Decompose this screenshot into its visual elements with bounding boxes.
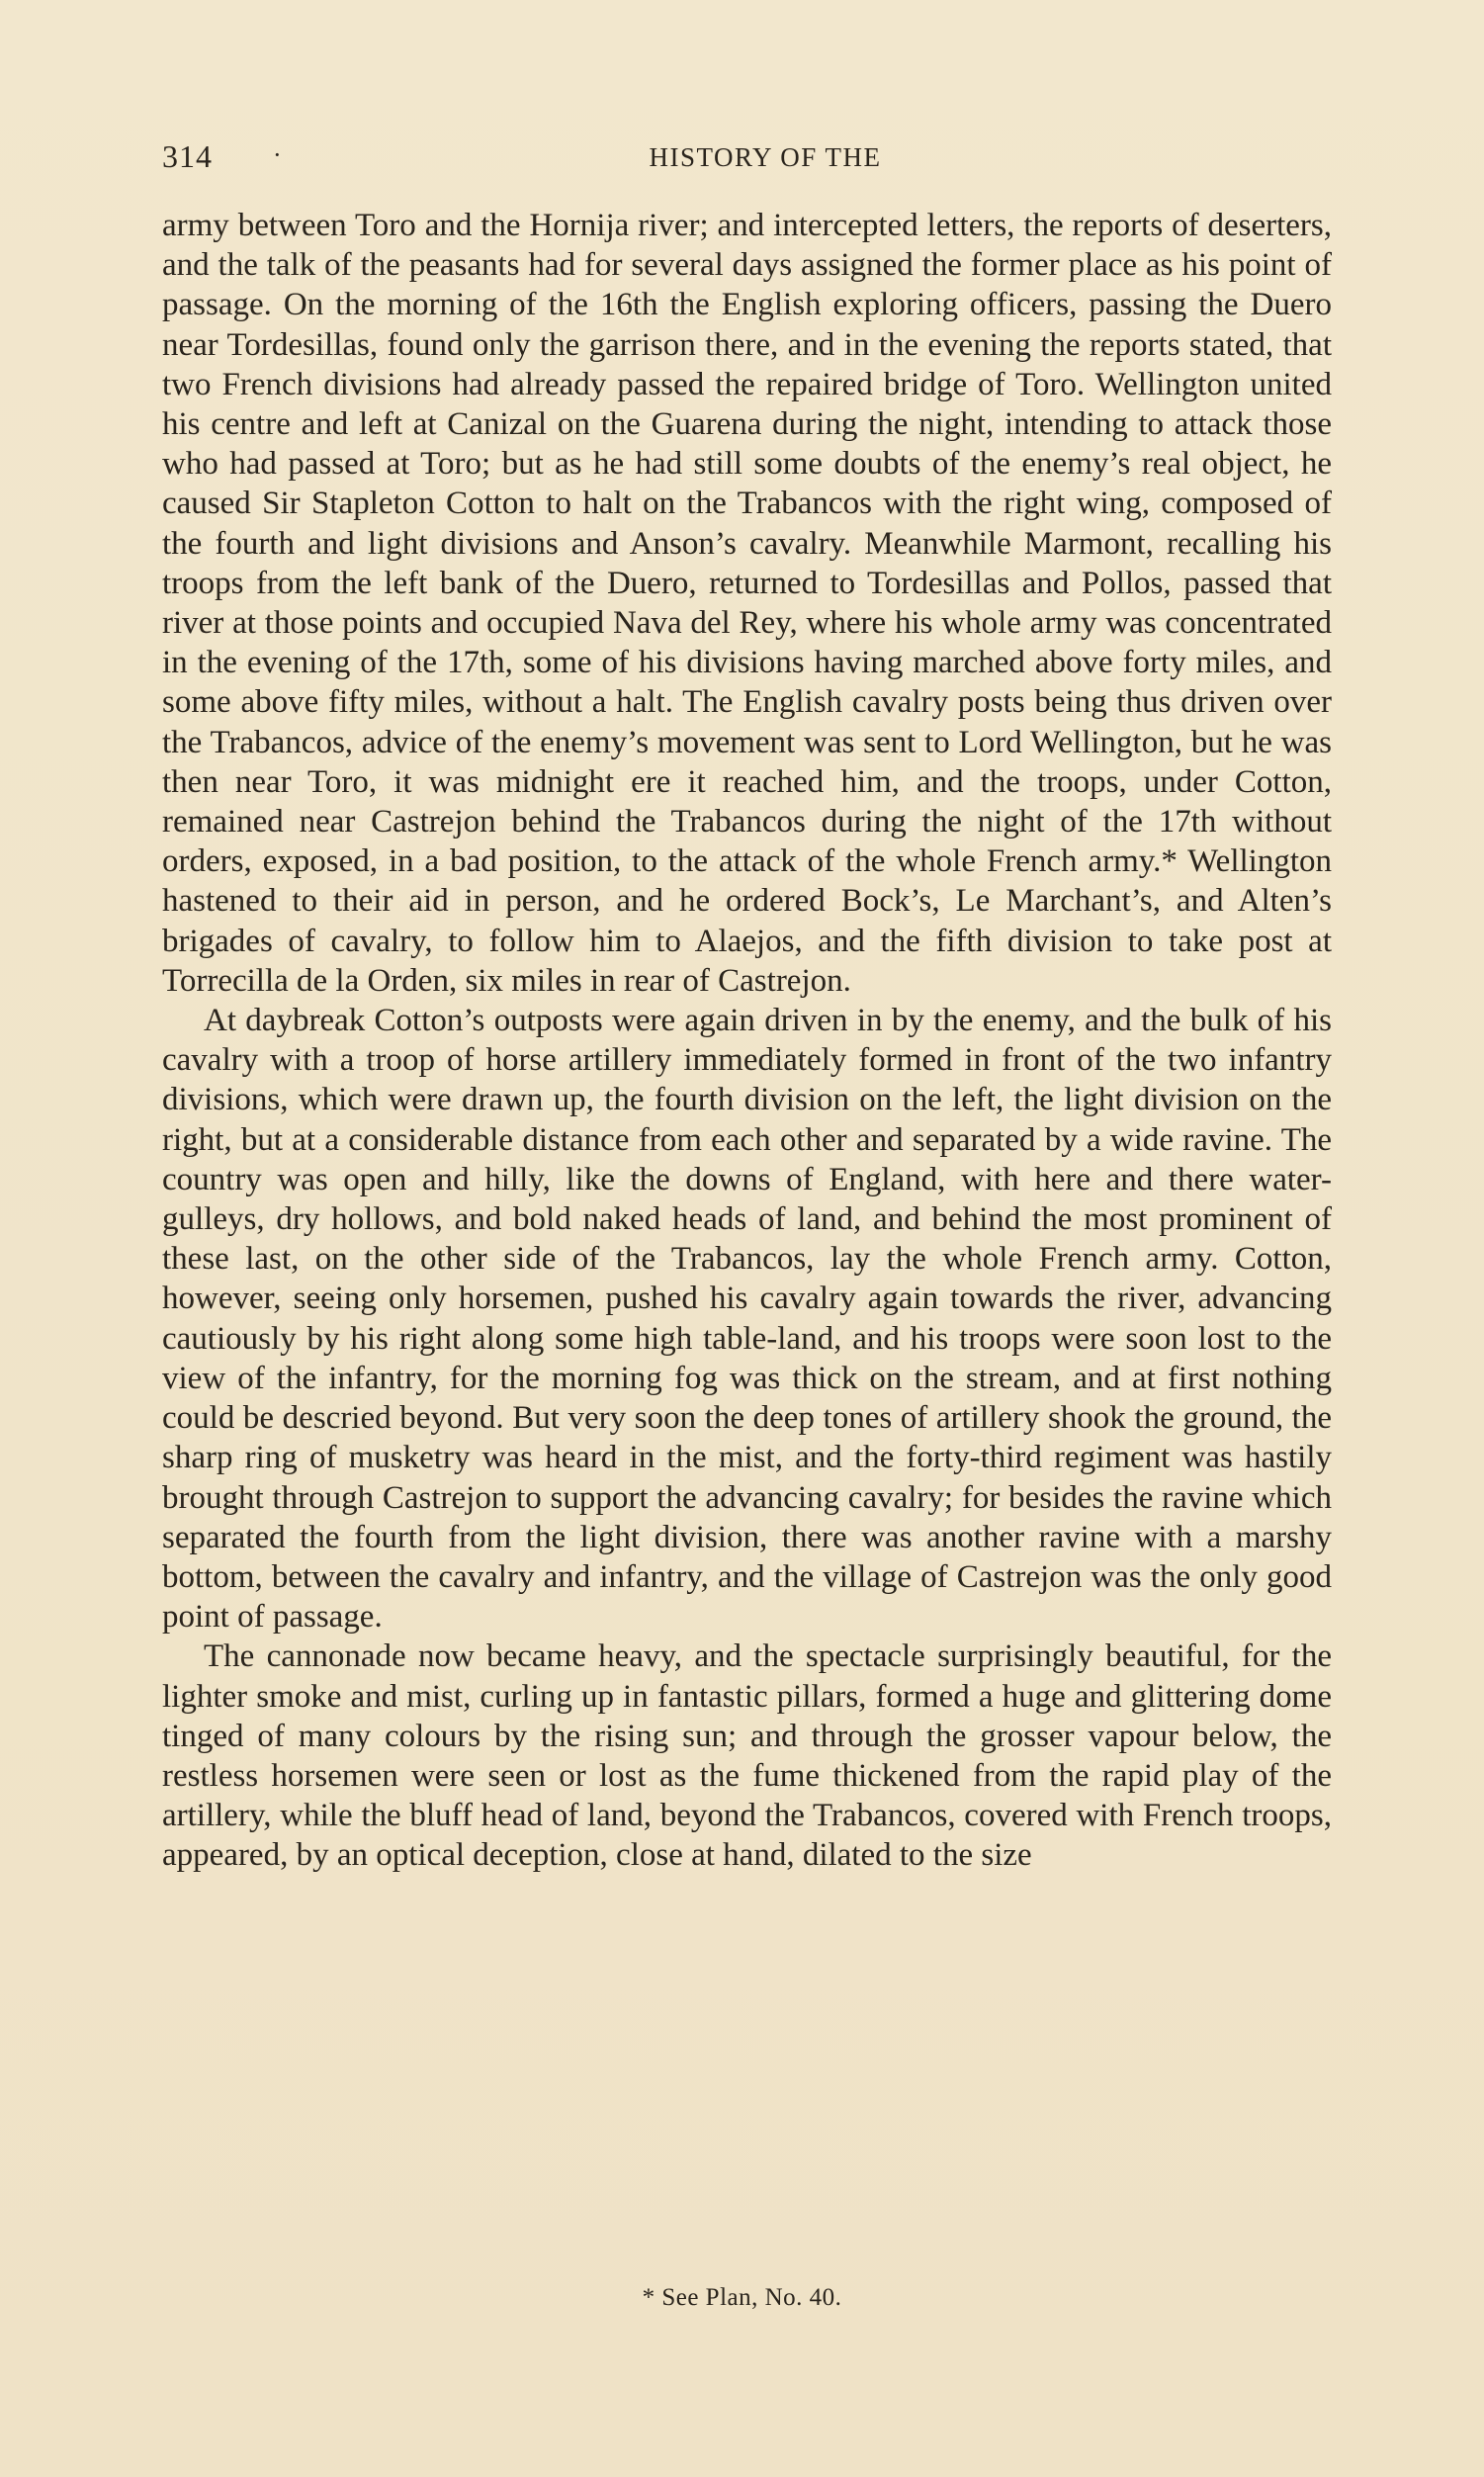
header-separator: ·: [273, 140, 282, 169]
running-head: HISTORY OF THE: [649, 142, 882, 172]
paragraph-3: The cannonade now became heavy, and the spectacle surprisingly beautiful, for the lighter smoke and mist, curling up in fantastic pillars, formed a huge and glittering dome tinged of many colours by the rising sun; and through the grosser vapour below, the restless horsemen were seen or lost as the fume thickened from the rapid play of the artillery, while the bluff head of land, beyond the Trabancos, covered with French troops, appeared, by an optical deception, close at hand, dilated to the size: [162, 1638, 1332, 1874]
page-header: [162, 138, 1329, 178]
page-number: 314: [162, 138, 213, 174]
paragraph-2: At daybreak Cotton’s outposts were again driven in by the enemy, and the bulk of his cavalry with a troop of horse artillery immediately formed in front of the two infantry divisions, which were drawn up, the fourth division on the left, the light division on the right, but at a considerable distance from each other and separated by a wide ravine. The country was open and hilly, like the downs of England, with here and there water-gulleys, dry hollows, and bold naked heads of land, and behind the most prominent of these last, on the other side of the Trabancos, lay the whole French army. Cotton, however, seeing only horsemen, pushed his cavalry again towards the river, advancing cautiously by his right along some high table-land, and his troops were soon lost to the view of the infantry, for the morning fog was thick on the stream, and at first nothing could be descried beyond. But very soon the deep tones of artillery shook the ground, the sharp ring of musketry was heard in the mist, and the forty-third regiment was hastily brought through Castrejon to support the advancing cavalry; for besides the ravine which separated the fourth from the light division, there was another ravine with a marshy bottom, between the cavalry and infantry, and the village of Castrejon was the only good point of passage.: [162, 1003, 1332, 1636]
footnote: * See Plan, No. 40.: [642, 2284, 842, 2311]
body-text: [162, 206, 1332, 1876]
paragraph-1: army between Toro and the Hornija river; and intercepted letters, the reports of deserters, and the talk of the peasants had for several days assigned the former place as his point of passage. On the morning of the 16th the English exploring officers, passing the Duero near Tordesillas, found only the garrison there, and in the evening the reports stated, that two French divisions had already passed the repaired bridge of Toro. Wellington united his centre and left at Canizal on the Guarena during the night, intending to attack those who had passed at Toro; but as he had still some doubts of the enemy’s real object, he caused Sir Stapleton Cotton to halt on the Trabancos with the right wing, composed of the fourth and light divisions and Anson’s cavalry. Meanwhile Marmont, recalling his troops from the left bank of the Duero, returned to Tordesillas and Pollos, passed that river at those points and occupied Nava del Rey, where his whole army was concentrated in the evening of the 17th, some of his divisions having marched above forty miles, and some above fifty miles, without a halt. The English cavalry posts being thus driven over the Trabancos, advice of the enemy’s movement was sent to Lord Wellington, but he was then near Toro, it was midnight ere it reached him, and the troops, under Cotton, remained near Castrejon behind the Trabancos during the night of the 17th without orders, exposed, in a bad position, to the attack of the whole French army.* Wellington hastened to their aid in person, and he ordered Bock’s, Le Marchant’s, and Alten’s brigades of cavalry, to follow him to Alaejos, and the fifth division to take post at Torrecilla de la Orden, six miles in rear of Castrejon.: [162, 208, 1332, 999]
